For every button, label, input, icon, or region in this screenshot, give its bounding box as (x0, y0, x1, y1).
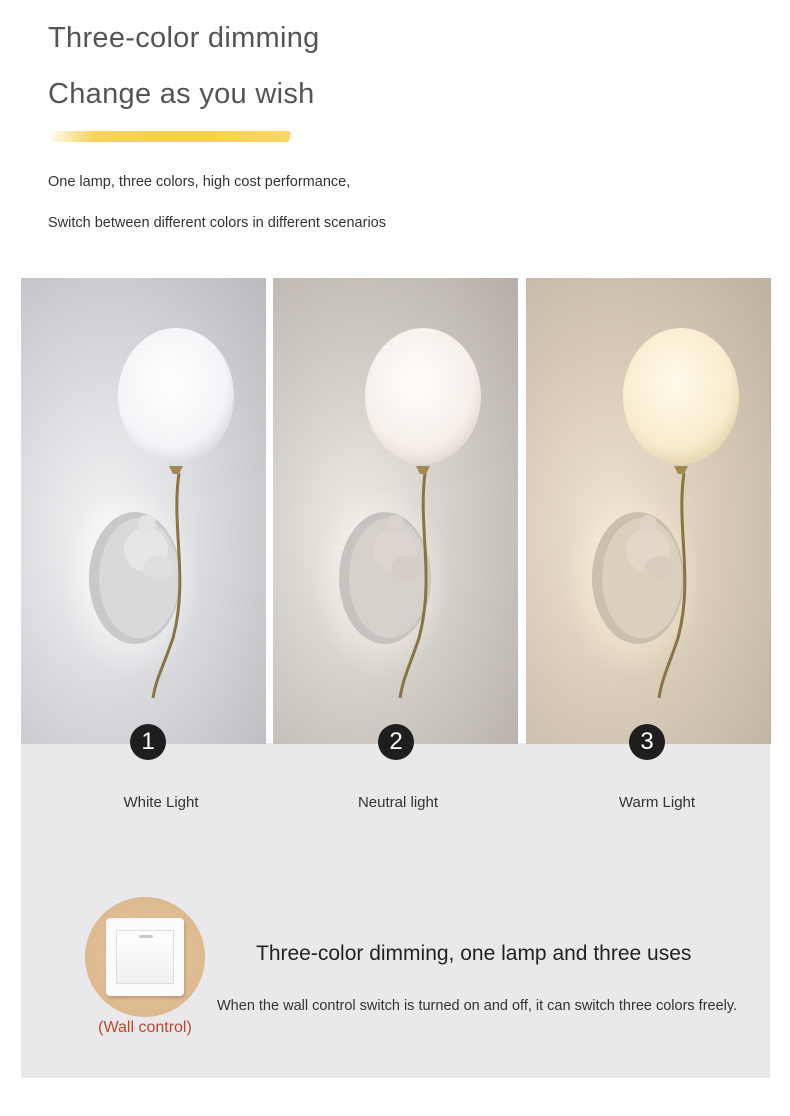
mode-number-badge: 1 (130, 724, 166, 760)
lamp-photo-warm (526, 278, 771, 744)
feature-description: When the wall control switch is turned on and off, it can switch three colors freely. (217, 998, 738, 1014)
intro-line-2: Switch between different colors in different scenarios (48, 215, 386, 231)
mode-label-neutral: Neutral light (357, 794, 439, 811)
feature-title: Three-color dimming, one lamp and three uses (256, 942, 692, 965)
mode-label-warm: Warm Light (618, 794, 696, 811)
page-subtitle: Change as you wish (48, 78, 315, 110)
switch-rocker (116, 930, 174, 984)
highlight-stroke (49, 131, 291, 142)
page-title: Three-color dimming (48, 22, 320, 54)
wall-switch-icon (106, 918, 184, 996)
wall-control-label: (Wall control) (98, 1019, 192, 1036)
balloon-lamp-image (21, 278, 266, 744)
lamp-photo-white (21, 278, 266, 744)
lamp-photo-neutral (273, 278, 518, 744)
balloon-lamp-image (273, 278, 518, 744)
intro-line-1: One lamp, three colors, high cost performance, (48, 174, 351, 190)
balloon-lamp-image (526, 278, 771, 744)
mode-label-white: White Light (123, 794, 199, 811)
mode-number-badge: 3 (629, 724, 665, 760)
mode-number-badge: 2 (378, 724, 414, 760)
